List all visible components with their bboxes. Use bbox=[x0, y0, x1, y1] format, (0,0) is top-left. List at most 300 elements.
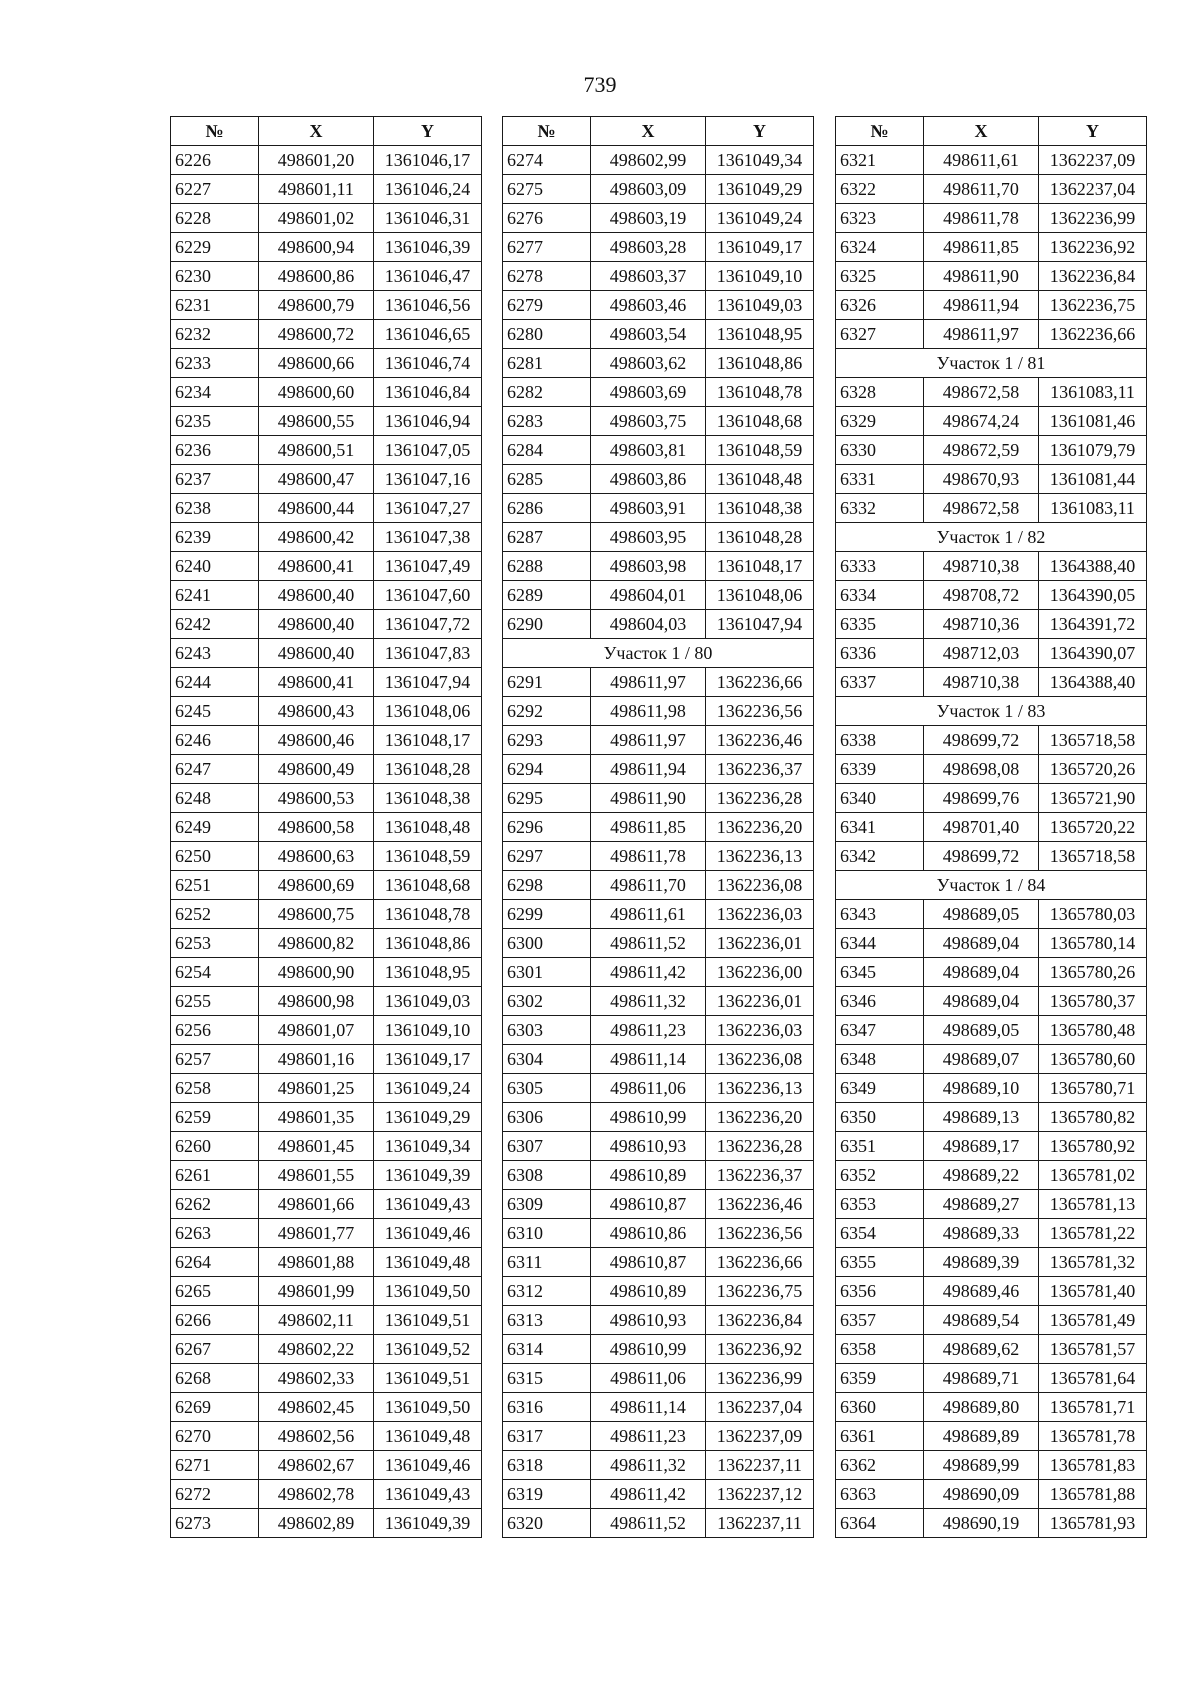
table-row bbox=[171, 1480, 482, 1509]
header-x: X bbox=[259, 117, 374, 146]
table-row bbox=[836, 436, 1147, 465]
cell-number: 6237 bbox=[171, 465, 259, 494]
cell-x: 498689,05 bbox=[924, 1016, 1039, 1045]
cell-number: 6253 bbox=[171, 929, 259, 958]
cell-x: 498603,09 bbox=[591, 175, 706, 204]
cell-x: 498611,70 bbox=[591, 871, 706, 900]
cell-number: 6351 bbox=[836, 1132, 924, 1161]
cell-number: 6326 bbox=[836, 291, 924, 320]
section-row bbox=[836, 871, 1147, 900]
cell-y: 1362236,75 bbox=[706, 1277, 814, 1306]
cell-x: 498602,33 bbox=[259, 1364, 374, 1393]
cell-x: 498610,87 bbox=[591, 1248, 706, 1277]
cell-x: 498689,54 bbox=[924, 1306, 1039, 1335]
table-row bbox=[503, 668, 814, 697]
cell-x: 498611,42 bbox=[591, 1480, 706, 1509]
cell-y: 1365781,71 bbox=[1039, 1393, 1147, 1422]
cell-number: 6313 bbox=[503, 1306, 591, 1335]
cell-x: 498601,20 bbox=[259, 146, 374, 175]
cell-x: 498600,90 bbox=[259, 958, 374, 987]
cell-x: 498601,02 bbox=[259, 204, 374, 233]
table-row bbox=[171, 900, 482, 929]
table-row bbox=[836, 262, 1147, 291]
cell-y: 1365720,22 bbox=[1039, 813, 1147, 842]
table-row bbox=[503, 1219, 814, 1248]
cell-x: 498699,76 bbox=[924, 784, 1039, 813]
cell-y: 1365780,48 bbox=[1039, 1016, 1147, 1045]
table-row bbox=[503, 146, 814, 175]
cell-x: 498611,61 bbox=[924, 146, 1039, 175]
cell-x: 498611,97 bbox=[924, 320, 1039, 349]
table-row bbox=[836, 813, 1147, 842]
cell-number: 6352 bbox=[836, 1161, 924, 1190]
cell-x: 498611,52 bbox=[591, 929, 706, 958]
table-row bbox=[503, 1132, 814, 1161]
cell-number: 6277 bbox=[503, 233, 591, 262]
cell-y: 1365781,64 bbox=[1039, 1364, 1147, 1393]
cell-y: 1361081,44 bbox=[1039, 465, 1147, 494]
cell-x: 498611,14 bbox=[591, 1045, 706, 1074]
cell-number: 6286 bbox=[503, 494, 591, 523]
cell-y: 1361049,24 bbox=[706, 204, 814, 233]
table-header-row bbox=[171, 117, 482, 146]
section-title: Участок 1 / 80 bbox=[503, 639, 814, 668]
table-row bbox=[503, 552, 814, 581]
cell-x: 498600,69 bbox=[259, 871, 374, 900]
cell-x: 498611,85 bbox=[924, 233, 1039, 262]
cell-number: 6271 bbox=[171, 1451, 259, 1480]
table-row bbox=[836, 1103, 1147, 1132]
cell-x: 498603,81 bbox=[591, 436, 706, 465]
table-row bbox=[503, 1306, 814, 1335]
cell-x: 498610,93 bbox=[591, 1132, 706, 1161]
section-row bbox=[503, 639, 814, 668]
cell-number: 6299 bbox=[503, 900, 591, 929]
cell-x: 498600,86 bbox=[259, 262, 374, 291]
cell-y: 1365780,82 bbox=[1039, 1103, 1147, 1132]
header-x: X bbox=[591, 117, 706, 146]
cell-x: 498611,23 bbox=[591, 1016, 706, 1045]
table-row bbox=[171, 1074, 482, 1103]
table-row bbox=[836, 1422, 1147, 1451]
cell-y: 1361048,06 bbox=[374, 697, 482, 726]
cell-y: 1361049,39 bbox=[374, 1161, 482, 1190]
cell-x: 498611,90 bbox=[591, 784, 706, 813]
cell-y: 1361047,49 bbox=[374, 552, 482, 581]
cell-y: 1361049,43 bbox=[374, 1190, 482, 1219]
cell-y: 1361048,78 bbox=[374, 900, 482, 929]
cell-number: 6327 bbox=[836, 320, 924, 349]
cell-number: 6289 bbox=[503, 581, 591, 610]
table-row bbox=[503, 813, 814, 842]
cell-number: 6246 bbox=[171, 726, 259, 755]
cell-number: 6282 bbox=[503, 378, 591, 407]
cell-y: 1362236,28 bbox=[706, 1132, 814, 1161]
cell-y: 1361048,38 bbox=[706, 494, 814, 523]
cell-number: 6269 bbox=[171, 1393, 259, 1422]
cell-number: 6332 bbox=[836, 494, 924, 523]
cell-number: 6334 bbox=[836, 581, 924, 610]
cell-number: 6247 bbox=[171, 755, 259, 784]
table-row bbox=[171, 871, 482, 900]
table-row bbox=[503, 1335, 814, 1364]
cell-y: 1365781,78 bbox=[1039, 1422, 1147, 1451]
cell-number: 6355 bbox=[836, 1248, 924, 1277]
cell-y: 1365780,60 bbox=[1039, 1045, 1147, 1074]
cell-number: 6316 bbox=[503, 1393, 591, 1422]
header-x: X bbox=[924, 117, 1039, 146]
cell-number: 6348 bbox=[836, 1045, 924, 1074]
cell-x: 498601,88 bbox=[259, 1248, 374, 1277]
cell-number: 6324 bbox=[836, 233, 924, 262]
table-row bbox=[836, 726, 1147, 755]
table-row bbox=[503, 1451, 814, 1480]
cell-y: 1365718,58 bbox=[1039, 726, 1147, 755]
table-row bbox=[836, 291, 1147, 320]
table-row bbox=[171, 1219, 482, 1248]
cell-x: 498602,78 bbox=[259, 1480, 374, 1509]
cell-y: 1361049,48 bbox=[374, 1422, 482, 1451]
cell-x: 498611,94 bbox=[924, 291, 1039, 320]
cell-y: 1361049,17 bbox=[706, 233, 814, 262]
cell-y: 1361048,28 bbox=[374, 755, 482, 784]
cell-number: 6297 bbox=[503, 842, 591, 871]
cell-number: 6262 bbox=[171, 1190, 259, 1219]
cell-number: 6236 bbox=[171, 436, 259, 465]
cell-number: 6303 bbox=[503, 1016, 591, 1045]
table-header-row bbox=[836, 117, 1147, 146]
cell-y: 1365721,90 bbox=[1039, 784, 1147, 813]
header-number: № bbox=[503, 117, 591, 146]
cell-x: 498601,07 bbox=[259, 1016, 374, 1045]
cell-y: 1361048,59 bbox=[374, 842, 482, 871]
table-row bbox=[503, 407, 814, 436]
table-row bbox=[503, 871, 814, 900]
table-row bbox=[171, 1045, 482, 1074]
header-number: № bbox=[171, 117, 259, 146]
cell-number: 6245 bbox=[171, 697, 259, 726]
table-row bbox=[836, 1248, 1147, 1277]
table-row bbox=[503, 1422, 814, 1451]
table-row bbox=[503, 465, 814, 494]
cell-y: 1361046,24 bbox=[374, 175, 482, 204]
cell-number: 6293 bbox=[503, 726, 591, 755]
cell-number: 6263 bbox=[171, 1219, 259, 1248]
cell-x: 498600,94 bbox=[259, 233, 374, 262]
cell-number: 6287 bbox=[503, 523, 591, 552]
cell-x: 498611,98 bbox=[591, 697, 706, 726]
cell-number: 6328 bbox=[836, 378, 924, 407]
cell-x: 498611,97 bbox=[591, 726, 706, 755]
header-y: Y bbox=[374, 117, 482, 146]
cell-number: 6261 bbox=[171, 1161, 259, 1190]
cell-x: 498699,72 bbox=[924, 726, 1039, 755]
cell-y: 1361046,47 bbox=[374, 262, 482, 291]
table-row bbox=[503, 610, 814, 639]
cell-x: 498712,03 bbox=[924, 639, 1039, 668]
cell-x: 498674,24 bbox=[924, 407, 1039, 436]
cell-y: 1361049,34 bbox=[374, 1132, 482, 1161]
cell-x: 498708,72 bbox=[924, 581, 1039, 610]
section-row bbox=[836, 349, 1147, 378]
cell-y: 1362236,56 bbox=[706, 1219, 814, 1248]
cell-y: 1362236,66 bbox=[706, 668, 814, 697]
cell-y: 1362236,01 bbox=[706, 987, 814, 1016]
table-row bbox=[171, 784, 482, 813]
cell-y: 1362236,99 bbox=[706, 1364, 814, 1393]
table-row bbox=[171, 146, 482, 175]
cell-x: 498610,89 bbox=[591, 1161, 706, 1190]
cell-x: 498689,89 bbox=[924, 1422, 1039, 1451]
cell-number: 6353 bbox=[836, 1190, 924, 1219]
cell-y: 1361083,11 bbox=[1039, 378, 1147, 407]
cell-number: 6330 bbox=[836, 436, 924, 465]
cell-x: 498689,04 bbox=[924, 958, 1039, 987]
cell-y: 1361049,50 bbox=[374, 1277, 482, 1306]
cell-number: 6248 bbox=[171, 784, 259, 813]
cell-x: 498603,62 bbox=[591, 349, 706, 378]
table-row bbox=[836, 378, 1147, 407]
table-row bbox=[503, 1190, 814, 1219]
cell-y: 1361049,51 bbox=[374, 1306, 482, 1335]
table-row bbox=[503, 320, 814, 349]
table-row bbox=[171, 639, 482, 668]
cell-y: 1361049,03 bbox=[374, 987, 482, 1016]
cell-y: 1361048,78 bbox=[706, 378, 814, 407]
cell-y: 1362236,37 bbox=[706, 755, 814, 784]
cell-number: 6243 bbox=[171, 639, 259, 668]
cell-number: 6320 bbox=[503, 1509, 591, 1538]
section-title: Участок 1 / 81 bbox=[836, 349, 1147, 378]
cell-number: 6362 bbox=[836, 1451, 924, 1480]
cell-number: 6321 bbox=[836, 146, 924, 175]
cell-number: 6267 bbox=[171, 1335, 259, 1364]
section-title: Участок 1 / 83 bbox=[836, 697, 1147, 726]
table-row bbox=[171, 349, 482, 378]
cell-number: 6285 bbox=[503, 465, 591, 494]
table-row bbox=[836, 320, 1147, 349]
cell-y: 1361047,05 bbox=[374, 436, 482, 465]
cell-number: 6335 bbox=[836, 610, 924, 639]
cell-y: 1364390,05 bbox=[1039, 581, 1147, 610]
table-row bbox=[503, 1045, 814, 1074]
cell-number: 6266 bbox=[171, 1306, 259, 1335]
cell-x: 498600,63 bbox=[259, 842, 374, 871]
cell-y: 1365780,71 bbox=[1039, 1074, 1147, 1103]
cell-y: 1362237,04 bbox=[706, 1393, 814, 1422]
cell-x: 498601,77 bbox=[259, 1219, 374, 1248]
cell-y: 1362236,99 bbox=[1039, 204, 1147, 233]
header-y: Y bbox=[1039, 117, 1147, 146]
cell-x: 498600,58 bbox=[259, 813, 374, 842]
cell-number: 6294 bbox=[503, 755, 591, 784]
cell-y: 1365781,40 bbox=[1039, 1277, 1147, 1306]
cell-number: 6306 bbox=[503, 1103, 591, 1132]
table-row bbox=[836, 900, 1147, 929]
header-y: Y bbox=[706, 117, 814, 146]
table-row bbox=[836, 784, 1147, 813]
cell-x: 498600,60 bbox=[259, 378, 374, 407]
cell-y: 1362237,12 bbox=[706, 1480, 814, 1509]
cell-y: 1361083,11 bbox=[1039, 494, 1147, 523]
cell-y: 1361049,50 bbox=[374, 1393, 482, 1422]
cell-number: 6235 bbox=[171, 407, 259, 436]
cell-number: 6281 bbox=[503, 349, 591, 378]
cell-x: 498611,70 bbox=[924, 175, 1039, 204]
cell-x: 498689,62 bbox=[924, 1335, 1039, 1364]
cell-x: 498610,93 bbox=[591, 1306, 706, 1335]
cell-x: 498600,43 bbox=[259, 697, 374, 726]
cell-y: 1361048,95 bbox=[374, 958, 482, 987]
page-number: 739 bbox=[583, 72, 617, 97]
cell-x: 498689,04 bbox=[924, 987, 1039, 1016]
cell-y: 1365780,03 bbox=[1039, 900, 1147, 929]
cell-x: 498710,38 bbox=[924, 668, 1039, 697]
cell-x: 498698,08 bbox=[924, 755, 1039, 784]
cell-x: 498600,49 bbox=[259, 755, 374, 784]
cell-y: 1362236,84 bbox=[706, 1306, 814, 1335]
table-row bbox=[503, 175, 814, 204]
section-row bbox=[836, 697, 1147, 726]
cell-x: 498604,01 bbox=[591, 581, 706, 610]
cell-number: 6359 bbox=[836, 1364, 924, 1393]
cell-number: 6318 bbox=[503, 1451, 591, 1480]
cell-number: 6329 bbox=[836, 407, 924, 436]
cell-y: 1362236,20 bbox=[706, 1103, 814, 1132]
cell-y: 1362236,75 bbox=[1039, 291, 1147, 320]
table-row bbox=[503, 349, 814, 378]
table-row bbox=[503, 494, 814, 523]
table-row bbox=[171, 175, 482, 204]
cell-x: 498689,27 bbox=[924, 1190, 1039, 1219]
cell-y: 1361048,86 bbox=[706, 349, 814, 378]
cell-x: 498603,75 bbox=[591, 407, 706, 436]
table-row bbox=[171, 958, 482, 987]
cell-x: 498600,46 bbox=[259, 726, 374, 755]
table-row bbox=[171, 726, 482, 755]
table-row bbox=[836, 1393, 1147, 1422]
cell-number: 6276 bbox=[503, 204, 591, 233]
cell-number: 6295 bbox=[503, 784, 591, 813]
cell-y: 1361047,94 bbox=[374, 668, 482, 697]
cell-x: 498611,97 bbox=[591, 668, 706, 697]
cell-x: 498600,44 bbox=[259, 494, 374, 523]
cell-number: 6256 bbox=[171, 1016, 259, 1045]
cell-x: 498602,45 bbox=[259, 1393, 374, 1422]
cell-x: 498689,33 bbox=[924, 1219, 1039, 1248]
table-row bbox=[171, 610, 482, 639]
table-row bbox=[503, 784, 814, 813]
cell-number: 6274 bbox=[503, 146, 591, 175]
table-row bbox=[171, 552, 482, 581]
cell-number: 6288 bbox=[503, 552, 591, 581]
table-row bbox=[503, 291, 814, 320]
cell-x: 498610,99 bbox=[591, 1103, 706, 1132]
cell-number: 6311 bbox=[503, 1248, 591, 1277]
cell-number: 6241 bbox=[171, 581, 259, 610]
table-row bbox=[503, 262, 814, 291]
cell-number: 6354 bbox=[836, 1219, 924, 1248]
cell-x: 498610,87 bbox=[591, 1190, 706, 1219]
cell-y: 1365781,32 bbox=[1039, 1248, 1147, 1277]
table-row bbox=[171, 1364, 482, 1393]
cell-x: 498601,11 bbox=[259, 175, 374, 204]
cell-number: 6345 bbox=[836, 958, 924, 987]
cell-x: 498710,38 bbox=[924, 552, 1039, 581]
cell-number: 6259 bbox=[171, 1103, 259, 1132]
table-row bbox=[836, 1132, 1147, 1161]
cell-y: 1361049,46 bbox=[374, 1451, 482, 1480]
cell-x: 498689,71 bbox=[924, 1364, 1039, 1393]
cell-x: 498611,52 bbox=[591, 1509, 706, 1538]
cell-x: 498603,95 bbox=[591, 523, 706, 552]
cell-number: 6319 bbox=[503, 1480, 591, 1509]
cell-number: 6344 bbox=[836, 929, 924, 958]
cell-y: 1361046,39 bbox=[374, 233, 482, 262]
cell-number: 6341 bbox=[836, 813, 924, 842]
table-row bbox=[503, 436, 814, 465]
cell-y: 1361048,28 bbox=[706, 523, 814, 552]
cell-number: 6270 bbox=[171, 1422, 259, 1451]
cell-y: 1361081,46 bbox=[1039, 407, 1147, 436]
cell-number: 6317 bbox=[503, 1422, 591, 1451]
cell-x: 498611,42 bbox=[591, 958, 706, 987]
cell-number: 6292 bbox=[503, 697, 591, 726]
table-row bbox=[171, 1335, 482, 1364]
cell-number: 6331 bbox=[836, 465, 924, 494]
cell-x: 498602,99 bbox=[591, 146, 706, 175]
cell-number: 6268 bbox=[171, 1364, 259, 1393]
table-row bbox=[171, 1190, 482, 1219]
cell-y: 1365780,92 bbox=[1039, 1132, 1147, 1161]
cell-number: 6310 bbox=[503, 1219, 591, 1248]
cell-number: 6296 bbox=[503, 813, 591, 842]
cell-x: 498602,56 bbox=[259, 1422, 374, 1451]
cell-number: 6340 bbox=[836, 784, 924, 813]
cell-x: 498689,04 bbox=[924, 929, 1039, 958]
table-row bbox=[171, 987, 482, 1016]
table-row bbox=[171, 1509, 482, 1538]
cell-number: 6239 bbox=[171, 523, 259, 552]
cell-y: 1361048,17 bbox=[374, 726, 482, 755]
table-row bbox=[503, 900, 814, 929]
table-row bbox=[171, 1161, 482, 1190]
table-row bbox=[503, 1277, 814, 1306]
table-row bbox=[503, 1509, 814, 1538]
table-row bbox=[836, 1190, 1147, 1219]
table-row bbox=[836, 639, 1147, 668]
section-title: Участок 1 / 82 bbox=[836, 523, 1147, 552]
cell-x: 498601,99 bbox=[259, 1277, 374, 1306]
table-row bbox=[836, 1364, 1147, 1393]
cell-x: 498611,78 bbox=[924, 204, 1039, 233]
table-row bbox=[503, 1364, 814, 1393]
table-row bbox=[836, 581, 1147, 610]
cell-y: 1362236,00 bbox=[706, 958, 814, 987]
cell-x: 498600,40 bbox=[259, 639, 374, 668]
cell-x: 498600,79 bbox=[259, 291, 374, 320]
cell-number: 6234 bbox=[171, 378, 259, 407]
cell-x: 498603,86 bbox=[591, 465, 706, 494]
cell-y: 1362237,11 bbox=[706, 1509, 814, 1538]
cell-y: 1361048,59 bbox=[706, 436, 814, 465]
table-row bbox=[503, 842, 814, 871]
cell-y: 1361047,16 bbox=[374, 465, 482, 494]
cell-y: 1362236,84 bbox=[1039, 262, 1147, 291]
table-row bbox=[503, 523, 814, 552]
cell-number: 6231 bbox=[171, 291, 259, 320]
cell-x: 498602,89 bbox=[259, 1509, 374, 1538]
